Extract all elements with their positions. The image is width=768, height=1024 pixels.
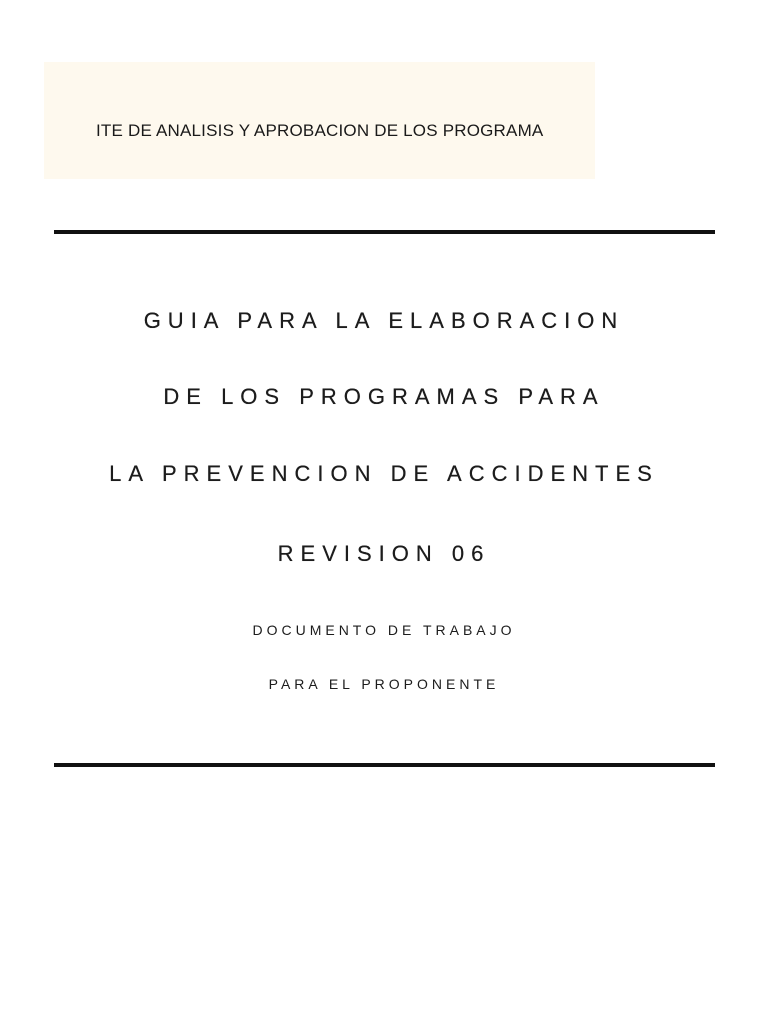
document-type-label: DOCUMENTO DE TRABAJO (252, 622, 516, 638)
banner-text: ITE DE ANALISIS Y APROBACION DE LOS PROGRAMA (96, 121, 544, 140)
document-title-line-1: GUIA PARA LA ELABORACION (143, 308, 625, 333)
document-title-line-3: LA PREVENCION DE ACCIDENTES (109, 461, 659, 486)
revision-label: REVISION 06 (277, 541, 491, 566)
top-divider (54, 230, 715, 234)
document-title-line-2: DE LOS PROGRAMAS PARA (163, 384, 605, 409)
header-banner (44, 62, 595, 179)
bottom-divider (54, 763, 715, 767)
audience-label: PARA EL PROPONENTE (268, 676, 500, 692)
